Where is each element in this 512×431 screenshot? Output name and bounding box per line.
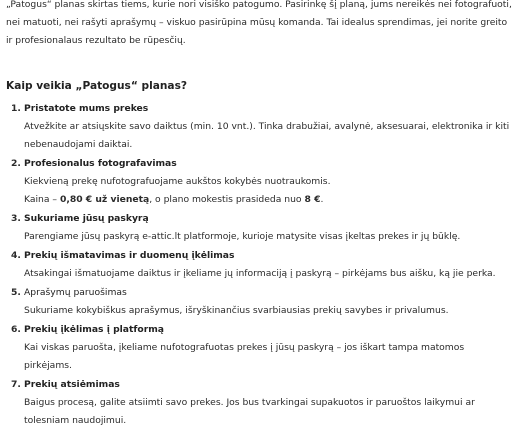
list-item	[0, 155, 466, 209]
steps-list	[0, 100, 510, 431]
step-text: Atvežkite ar atsiųskite savo daiktus (min. 10 vnt.). Tinka drabužiai, avalynė, aksesuarai, elektronika ir kiti	[24, 121, 510, 132]
step-number: 4.	[11, 250, 21, 261]
intro-paragraph	[6, 0, 512, 50]
intro-line: nei matuoti, nei rašyti aprašymų – viskuo pasirūpina mūsų komanda. Tai idealus sprendimas, jei norite greito	[6, 17, 508, 28]
section-heading: Kaip veikia „Patogus“ planas?	[6, 80, 188, 92]
step-title: Prekių išmatavimas ir duomenų įkėlimas	[24, 250, 235, 261]
step-text: nebenaudojami daiktai.	[24, 139, 133, 150]
step-text: Kai viskas paruošta, įkeliame nufotografuotas prekes į jūsų paskyrą – jos iškart tampa matomos	[24, 342, 465, 353]
step-text: Atsakingai išmatuojame daiktus ir įkeliame jų informaciją į paskyrą – pirkėjams bus aišku, ką jie perka.	[24, 268, 496, 279]
step-title: Sukuriame jūsų paskyrą	[24, 213, 149, 224]
step-text: Parengiame jūsų paskyrą e-attic.lt platformoje, kurioje matysite visas įkeltas prekes ir jų būklę.	[24, 231, 461, 242]
step-number: 5.	[11, 287, 21, 298]
list-item	[0, 376, 475, 430]
intro-line: „Patogus“ planas skirtas tiems, kurie nori visiško patogumo. Pasirinkę šį planą, jums nereikės nei fotografuoti,	[6, 0, 512, 10]
step-text: pirkėjams.	[24, 360, 72, 371]
step-text: Sukuriame kokybiškus aprašymus, išryškinančius svarbiausias prekių savybes ir privalumus.	[24, 305, 449, 316]
price-suffix: .	[320, 194, 324, 205]
step-number: 2.	[11, 158, 21, 169]
step-text: Kiekvieną prekę nufotografuojame aukštos kokybės nuotraukomis.	[24, 176, 331, 187]
price-line	[24, 191, 466, 209]
price-min: 8 €	[304, 194, 321, 205]
list-item	[0, 321, 466, 375]
list-item	[0, 210, 466, 246]
price-prefix: Kaina –	[24, 194, 60, 205]
step-text: tolesniam naudojimui.	[24, 415, 127, 426]
step-title: Prekių atsiėmimas	[24, 379, 120, 390]
step-number: 6.	[11, 324, 21, 335]
step-number: 3.	[11, 213, 21, 224]
list-item	[0, 100, 510, 154]
step-number: 1.	[11, 103, 21, 114]
step-title: Prekių įkėlimas į platformą	[24, 324, 165, 335]
price-unit: 0,80 € už vienetą	[59, 194, 150, 205]
list-item	[0, 247, 496, 283]
intro-line: ir profesionalaus rezultato be rūpesčių.	[6, 35, 186, 46]
step-title: Profesionalus fotografavimas	[24, 158, 177, 169]
step-text: Baigus procesą, galite atsiimti savo prekes. Jos bus tvarkingai supakuotos ir paruoštos laikymui ar	[24, 397, 475, 408]
step-number: 7.	[11, 379, 21, 390]
list-item	[0, 284, 466, 320]
step-title: Pristatote mums prekes	[24, 103, 149, 114]
price-middle: , o plano mokestis prasideda nuo	[149, 194, 305, 205]
step-title: Aprašymų paruošimas	[24, 287, 127, 298]
